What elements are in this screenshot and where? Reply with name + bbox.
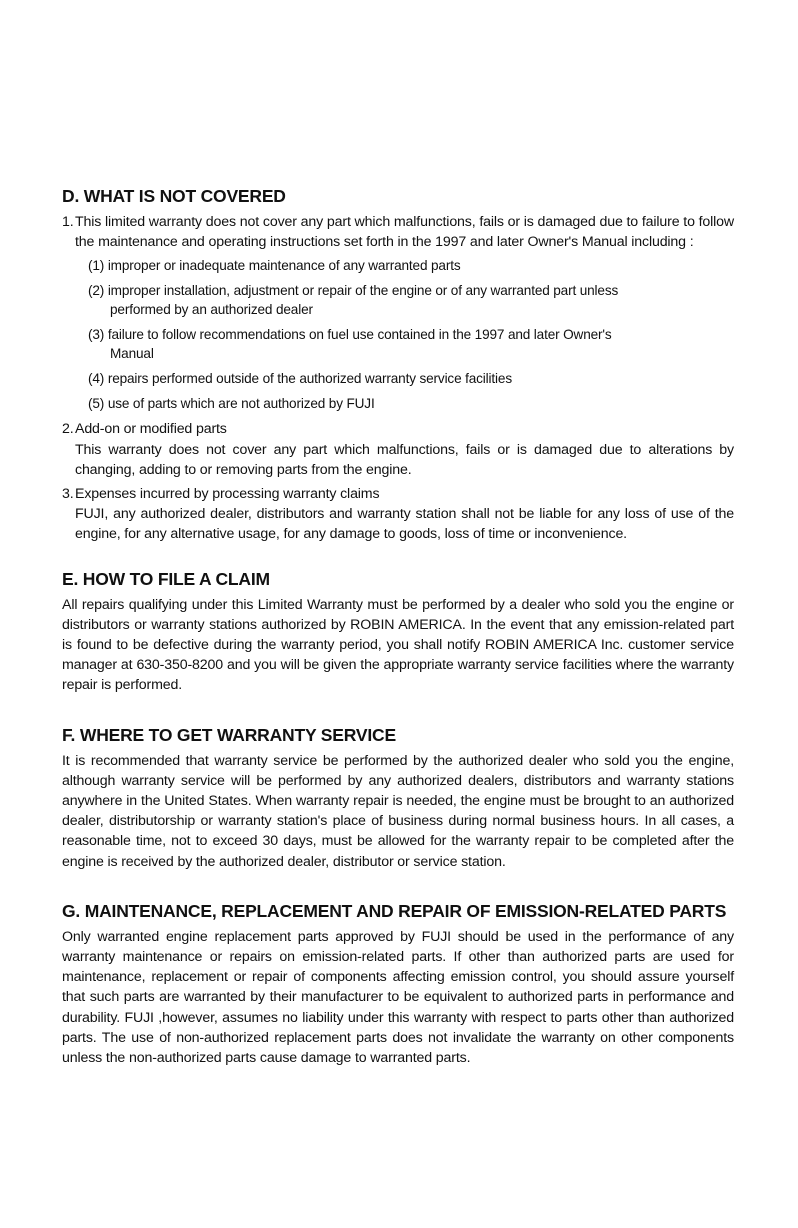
section-what-is-not-covered [62,185,734,545]
sub-list [88,256,734,413]
sub-item-number: (4) [88,371,105,387]
sub-item-1 [88,256,734,275]
section-how-to-file-a-claim [62,568,734,696]
section-g-paragraph: Only warranted engine replacement parts approved by FUJI should be used in the performance of any warranty maintenance or repairs on emission-related parts. If other than authorized parts are used for maintenance, replacement or repair of components affecting emission control, you should assure yourself that such parts are warranted by their manufacturer to be equivalent to authorized parts in performance and durability. FUJI ,however, assumes no liability under this warranty with respect to parts other than authorized parts. The use of non-authorized replacement parts does not invalidate the warranty on other components unless the non-authorized parts cause damage to warranted parts. [62,928,734,1067]
section-d-heading: D. WHAT IS NOT COVERED [62,186,286,206]
list-item-1 [62,212,734,413]
section-f-heading: F. WHERE TO GET WARRANTY SERVICE [62,724,396,745]
section-f-paragraph: It is recommended that warranty service be performed by the authorized dealer who sold you the engine, although warranty service will be performed by any authorized dealers, distributors and warranty stations anywhere in the United States. When warranty repair is needed, the engine must be brought to an authorized dealer, distributorship or warranty station's place of business during normal business hours. In all cases, a reasonable time, not to exceed 30 days, must be allowed for the warranty repair to be completed after the engine is received by the authorized dealer, distributor or service station. [62,752,734,870]
list-item-text: This limited warranty does not cover any part which malfunctions, fails or is damaged due to failure to follow the maintenance and operating instructions set forth in the 1997 and later Owner's Manual including : [75,214,734,251]
list-number: 1. [62,214,74,230]
list-item-3 [62,484,734,545]
sub-item-text: improper or inadequate maintenance of any warranted parts [107,258,461,274]
list-item-title: Expenses incurred by processing warranty claims [75,486,380,503]
sub-item-text: improper installation, adjustment or repair of the engine or of any warranted part unless [107,283,619,299]
list-item-text: This warranty does not cover any part which malfunctions, fails or is damaged due to alterations by changing, adding to or removing parts from the engine. [75,441,734,478]
list-item-text: FUJI, any authorized dealer, distributors and warranty station shall not be liable for any loss of use of the engine, for any alternative usage, for any damage to goods, loss of time or inconvenience. [75,506,734,543]
section-g-heading: G. MAINTENANCE, REPLACEMENT AND REPAIR OF EMISSION-RELATED PARTS [62,900,727,921]
sub-item-number: (1) [88,258,105,274]
sub-item-number: (5) [88,396,105,412]
sub-item-2 [88,281,734,319]
list-item-title: Add-on or modified parts [75,421,227,438]
sub-item-continuation: Manual [110,346,154,362]
sub-item-number: (3) [88,327,105,343]
sub-item-text: repairs performed outside of the authorized warranty service facilities [107,371,512,387]
sub-item-number: (2) [88,283,105,299]
section-where-to-get-warranty-service [62,724,734,872]
sub-item-text: failure to follow recommendations on fuel use contained in the 1997 and later Owner's [107,327,612,343]
section-maintenance-replacement-repair [62,900,734,1068]
warranty-page [62,185,734,1068]
list-number: 3. [62,486,74,503]
list-number: 2. [62,421,74,438]
section-e-paragraph: All repairs qualifying under this Limited Warranty must be performed by a dealer who sold you the engine or distributors or warranty stations authorized by ROBIN AMERICA. In the event that any emission-related part is found to be defective during the warranty period, you shall notify ROBIN AMERICA Inc. customer service manager at 630-350-8200 and you will be given the appropriate warranty service facilities where the warranty repair is performed. [62,596,734,694]
list-item-2 [62,419,734,480]
sub-item-text: use of parts which are not authorized by FUJI [107,396,375,412]
sub-item-4 [88,369,734,388]
sub-item-continuation: performed by an authorized dealer [110,302,313,318]
sub-item-3 [88,325,734,363]
section-e-heading: E. HOW TO FILE A CLAIM [62,568,270,589]
sub-item-5 [88,394,734,413]
